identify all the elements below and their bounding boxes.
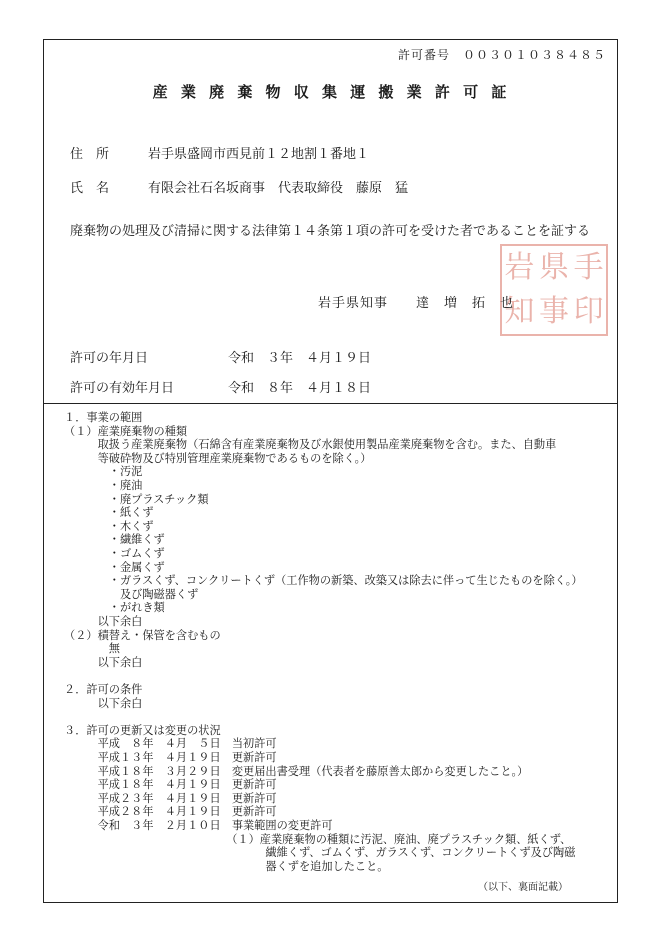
detail-line: 平成１８年 ３月２９日 変更届出書受理（代表者を藤原善太郎から変更したこと。） xyxy=(64,764,529,778)
address-label: 住 所 xyxy=(70,147,110,162)
seal-char: 知 xyxy=(504,294,535,329)
seal-char: 岩 xyxy=(504,250,535,285)
detail-line: 平成 ８年 ４月 ５日 当初許可 xyxy=(64,737,277,751)
seal-char: 印 xyxy=(573,294,604,329)
detail-line: ・廃プラスチック類 xyxy=(64,492,209,506)
detail-line: 平成１８年 ４月１９日 更新許可 xyxy=(64,778,277,792)
certification-text: 廃棄物の処理及び清掃に関する法律第１４条第１項の許可を受けた者であることを証する xyxy=(70,224,591,239)
detail-line: 等破砕物及び特別管理産業廃棄物であるものを除く。） xyxy=(64,451,372,465)
seal-char: 事 xyxy=(538,294,569,329)
governor-name: 岩手県知事 達 増 拓 也 xyxy=(318,296,515,311)
address-value: 岩手県盛岡市西見前１２地割１番地１ xyxy=(148,147,370,162)
permit-number: 許可番号 ００３０１０３８４８５ xyxy=(398,48,607,62)
detail-line: ・汚泥 xyxy=(64,465,143,479)
footer-note: （以下、裏面記載） xyxy=(478,882,568,893)
expiry-date-value: 令和 ８年 ４月１８日 xyxy=(228,381,372,396)
detail-line: ・ガラスくず、コンクリートくず（工作物の新築、改築又は除去に伴って生じたものを除く。） xyxy=(64,574,583,588)
detail-line: 無 xyxy=(64,642,120,656)
detail-line: ・木くず xyxy=(64,519,154,533)
detail-line: 以下余白 xyxy=(64,696,143,710)
detail-line: 器くずを追加したこと。 xyxy=(64,859,389,873)
document-title: 産 業 廃 棄 物 収 集 運 搬 業 許 可 証 xyxy=(152,83,511,101)
detail-line: 及び陶磁器くず xyxy=(64,587,199,601)
detail-line: １．事業の範囲 xyxy=(64,411,143,424)
detail-line: ・廃油 xyxy=(64,479,143,492)
permit-date-value: 令和 ３年 ４月１９日 xyxy=(228,351,372,366)
expiry-date-label: 許可の有効年月日 xyxy=(70,381,175,396)
detail-line: 平成２３年 ４月１９日 更新許可 xyxy=(64,791,277,805)
detail-line: （１）産業廃棄物の種類 xyxy=(64,424,188,438)
seal-char: 手 xyxy=(573,250,604,285)
official-seal xyxy=(500,244,608,336)
section-divider xyxy=(43,403,618,404)
detail-line: 取扱う産業廃棄物（石綿含有産業廃棄物及び水銀使用製品産業廃棄物を含む。また、自動車 xyxy=(64,438,557,452)
detail-line: （２）積替え・保管を含むもの xyxy=(64,628,221,642)
detail-line: 以下余白 xyxy=(64,655,143,669)
detail-line: 平成１３年 ４月１９日 更新許可 xyxy=(64,751,277,764)
name-label: 氏 名 xyxy=(70,181,110,196)
detail-line: 平成２８年 ４月１９日 更新許可 xyxy=(64,805,277,819)
detail-line: 以下余白 xyxy=(64,615,143,628)
detail-line: （１）産業廃棄物の種類に汚泥、廃油、廃プラスチック類、紙くず、 xyxy=(64,832,572,846)
detail-line: ・金属くず xyxy=(64,560,165,574)
detail-line: 繊維くず、ゴムくず、ガラスくず、コンクリートくず及び陶磁 xyxy=(64,846,576,860)
permit-date-label: 許可の年月日 xyxy=(70,351,149,366)
seal-char: 県 xyxy=(538,250,569,285)
detail-line: ・ゴムくず xyxy=(64,547,165,560)
detail-line: ・がれき類 xyxy=(64,601,165,615)
detail-line: ２．許可の条件 xyxy=(64,683,143,696)
detail-line: ３．許可の更新又は変更の状況 xyxy=(64,723,221,737)
name-value: 有限会社石名坂商事 代表取締役 藤原 猛 xyxy=(148,181,409,196)
detail-line: ・繊維くず xyxy=(64,533,165,547)
detail-line: 令和 ３年 ２月１０日 事業範囲の変更許可 xyxy=(64,819,333,832)
detail-line: ・紙くず xyxy=(64,506,154,520)
